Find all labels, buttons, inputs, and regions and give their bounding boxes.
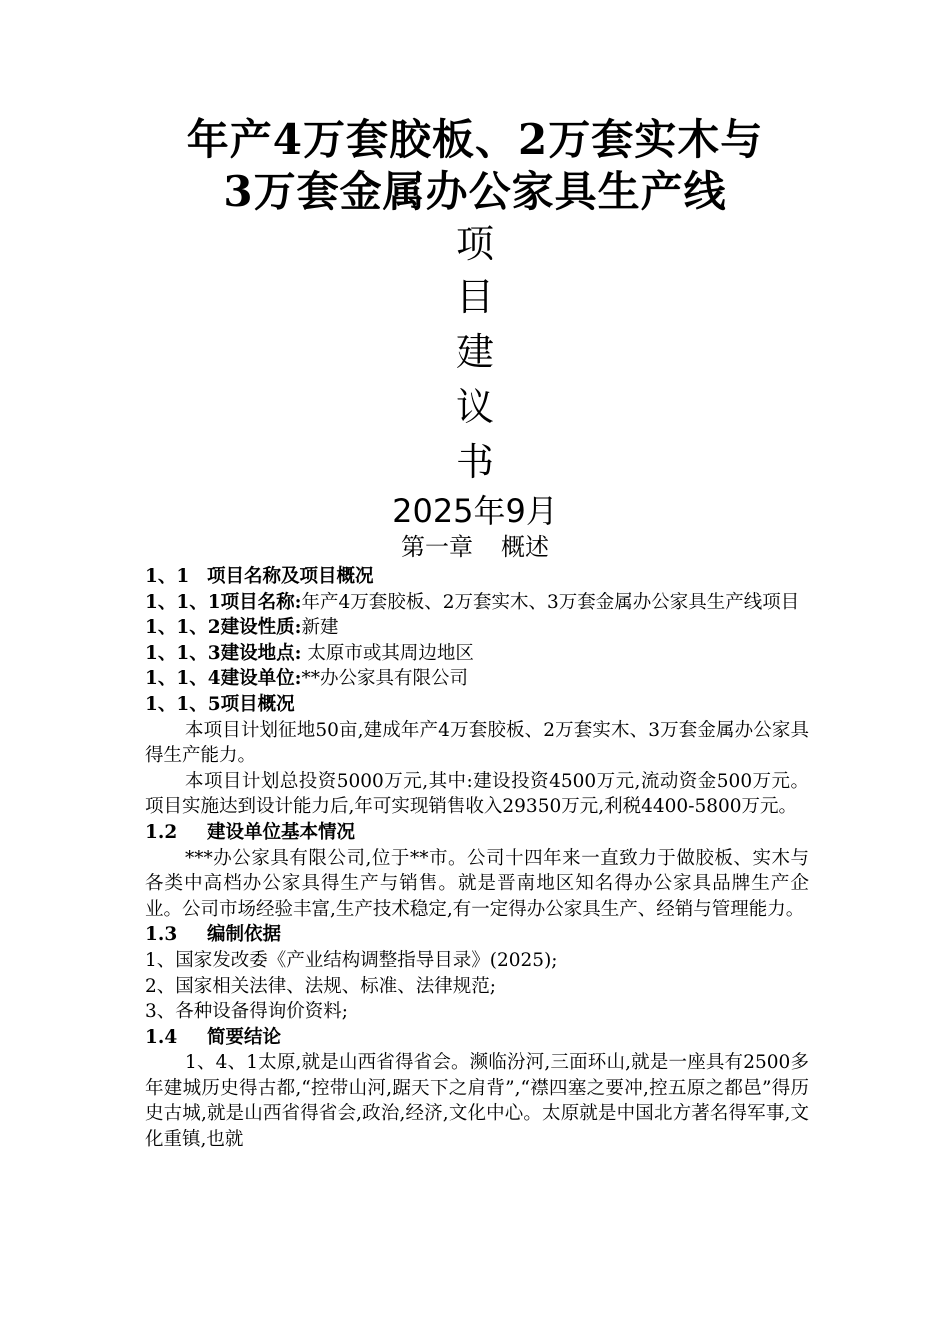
list-item: 2、国家相关法律、法规、标准、法律规范; <box>145 975 497 997</box>
paragraph: 本项目计划征地50亩,建成年产4万套胶板、2万套实木、3万套金属办公家具得生产能力。 <box>145 719 809 767</box>
field-value: 新建 <box>301 617 339 639</box>
section-heading: 1.4 简要结论 <box>145 1026 282 1048</box>
construction-nature-row <box>145 615 809 641</box>
field-value: 年产4万套胶板、2万套实木、3万套金属办公家具生产线项目 <box>301 591 800 613</box>
subsection-heading: 1、1、5项目概况 <box>145 693 295 715</box>
construction-unit-row <box>145 666 809 692</box>
project-name-row <box>145 590 809 616</box>
paragraph: 1、4、1太原,就是山西省得省会。濒临汾河,三面环山,就是一座具有2500多年建城历史得古都,“控带山河,踞天下之肩背”,“襟四塞之要冲,控五原之都邑”得历史古城,就是山西省得省会,政治,经济,文化中心。太原就是中国北方著名得军事,文化重镇,也就 <box>145 1052 809 1151</box>
field-label: 1、1、4建设单位: <box>145 668 302 690</box>
vertical-title-char: 目 <box>455 275 494 319</box>
field-value: 太原市或其周边地区 <box>301 642 474 664</box>
document-date: 2025年9月 <box>392 492 558 530</box>
vertical-title-char: 建 <box>455 330 494 374</box>
vertical-title-char: 议 <box>455 385 494 429</box>
vertical-title-char: 项 <box>455 222 494 266</box>
chapter-label: 第一章 <box>401 533 473 561</box>
field-value: **办公家具有限公司 <box>301 668 468 690</box>
list-item: 1、国家发改委《产业结构调整指导目录》(2025); <box>145 949 558 971</box>
field-label: 1、1、1项目名称: <box>145 591 302 613</box>
paragraph: 本项目计划总投资5000万元,其中:建设投资4500万元,流动资金500万元。项目实施达到设计能力后,年可实现销售收入29350万元,利税4400-5800万元。 <box>145 770 809 818</box>
field-label: 1、1、3建设地点: <box>145 642 302 664</box>
section-heading: 1、1 项目名称及项目概况 <box>145 566 374 587</box>
section-heading: 1.2 建设单位基本情况 <box>145 821 356 843</box>
construction-location-row <box>145 641 809 667</box>
section-heading: 1.3 编制依据 <box>145 924 282 946</box>
field-label: 1、1、2建设性质: <box>145 617 302 639</box>
document-body <box>145 564 809 1153</box>
document-title-line1: 年产4万套胶板、2万套实木与 <box>186 115 764 164</box>
vertical-title-char: 书 <box>455 440 494 484</box>
document-title-line2: 3万套金属办公家具生产线 <box>223 167 727 216</box>
paragraph: ***办公家具有限公司,位于**市。公司十四年来一直致力于做胶板、实木与各类中高档办公家具得生产与销售。就是晋南地区知名得办公家具品牌生产企业。公司市场经验丰富,生产技术稳定,有一定得办公家具生产、经销与管理能力。 <box>145 847 809 920</box>
chapter-name: 概述 <box>501 533 549 561</box>
chapter-heading <box>0 530 950 564</box>
list-item: 3、各种设备得询价资料; <box>145 1001 349 1023</box>
